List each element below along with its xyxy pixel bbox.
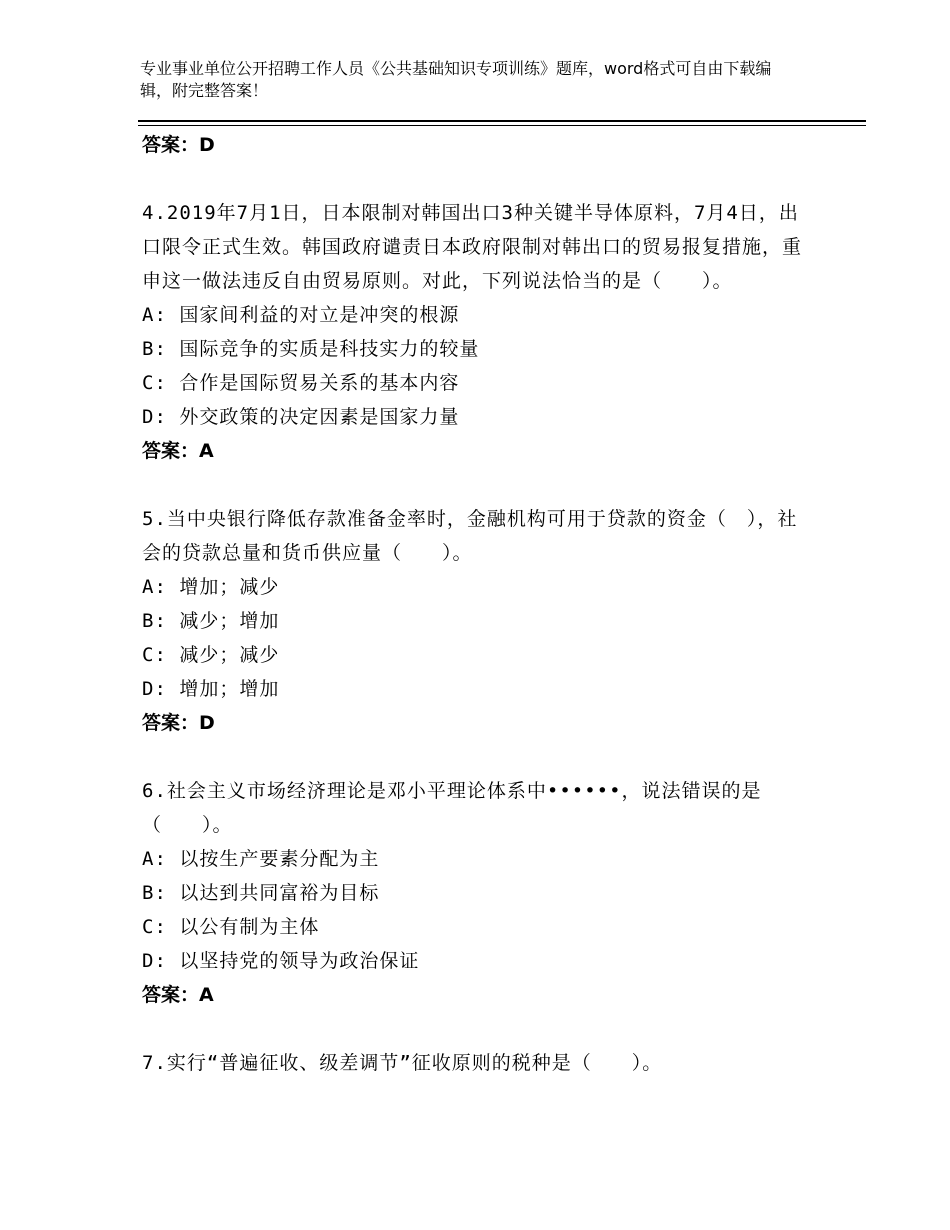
option-a: A: 以按生产要素分配为主 — [142, 848, 380, 870]
header-rule-thin — [138, 125, 866, 126]
answer-label: 答案：A — [142, 984, 214, 1006]
option-c: C: 减少；减少 — [142, 644, 280, 666]
header-rule-thick — [138, 120, 866, 122]
option-d: D: 增加；增加 — [142, 678, 280, 700]
question-stem: 7.实行“普遍征收、级差调节”征收原则的税种是（ ）。 — [142, 1052, 663, 1074]
option-a: A: 国家间利益的对立是冲突的根源 — [142, 304, 460, 326]
option-a: A: 增加；减少 — [142, 576, 280, 598]
option-d: D: 外交政策的决定因素是国家力量 — [142, 406, 460, 428]
option-d: D: 以坚持党的领导为政治保证 — [142, 950, 420, 972]
question-stem: 6.社会主义市场经济理论是邓小平理论体系中••••••，说法错误的是（ ）。 — [142, 780, 762, 836]
option-b: B: 国际竞争的实质是科技实力的较量 — [142, 338, 480, 360]
option-b: B: 减少；增加 — [142, 610, 280, 632]
answer-label: 答案：A — [142, 440, 214, 462]
option-b: B: 以达到共同富裕为目标 — [142, 882, 380, 904]
question-block — [142, 196, 802, 468]
answer-label: 答案：D — [142, 134, 215, 156]
option-c: C: 合作是国际贸易关系的基本内容 — [142, 372, 460, 394]
question-block — [142, 1046, 802, 1080]
page-header: 专业事业单位公开招聘工作人员《公共基础知识专项训练》题库，word格式可自由下载编辑，附完整答案！ — [140, 59, 772, 100]
question-block — [142, 502, 802, 740]
question-block — [142, 774, 802, 1012]
question-content — [142, 128, 802, 1080]
option-c: C: 以公有制为主体 — [142, 916, 320, 938]
question-stem: 4.2019年7月1日，日本限制对韩国出口3种关键半导体原料，7月4日，出口限令正式生效。韩国政府谴责日本政府限制对韩出口的贸易报复措施，重申这一做法违反自由贸易原则。对此，下列说法恰当的是（ ）。 — [142, 202, 803, 292]
question-stem: 5.当中央银行降低存款准备金率时，金融机构可用于贷款的资金（ ），社会的贷款总量和货币供应量（ ）。 — [142, 508, 798, 564]
answer-label: 答案：D — [142, 712, 215, 734]
